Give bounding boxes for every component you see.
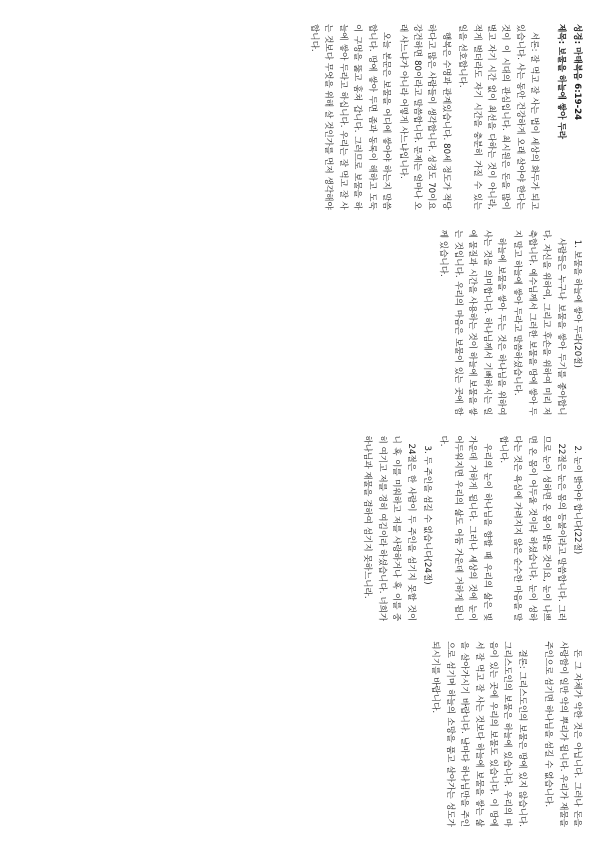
column-2 bbox=[14, 230, 584, 416]
column-1 bbox=[14, 24, 584, 210]
paragraph: 오늘 본문은 보물을 어디에 쌓아야 하는지 말씀합니다. 땅에 쌓아 두면 좀과 동록이 해하고 도둑이 구멍을 뚫고 훔쳐 갑니다. 그러므로 보물을 하늘에 쌓아 두라고 하십니다. 우리는 잘 먹고 잘 사는 것보다 무엇을 위해 살 것인가를 먼저 생각해야 합니다. bbox=[309, 24, 392, 210]
scripture-reference: 성경: 마태복음 6:19-24 bbox=[572, 24, 582, 121]
conclusion-paragraph: 결론: 그리스도인의 보물은 땅에 있지 않습니다. 그리스도인의 보물은 하늘에 있습니다. 우리의 마음이 있는 곳에 우리의 보물도 있습니다. 이 땅에서 잘 먹고 잘 사는 것보다 하늘에 보물을 쌓는 삶을 살아가시기 바랍니다. 날마다 하나님만을 주인으로 섬기며 하늘의 소망을 품고 살아가는 성도가 되시기를 바랍니다. bbox=[430, 641, 527, 827]
paragraph: 우리의 눈이 하나님을 향할 때 우리의 삶은 빛 가운데 거하게 됩니다. 그러나 세상의 것에 눈이 어두워지면 우리의 삶도 어둠 가운데 거하게 됩니다. bbox=[438, 435, 492, 622]
section-heading: 2. 눈이 밝아야 합니다(22절) bbox=[572, 445, 582, 555]
paragraph: 24절은 한 사람이 두 주인을 섬기지 못할 것이니 혹 이를 미워하고 저를 사랑하거나 혹 이를 중히 여기고 저를 경히 여김이라 하셨습니다. 너희가 하나님과 재물을 겸하여 섬기지 못하느니라. bbox=[362, 435, 416, 622]
paragraph: 행복은 수명과 관계있습니다. 80세 정도가 적당하다고 많은 사람들이 생각합니다. 성경도 70이요 강건하면 80이라고 말씀합니다. 문제는 얼마나 오래 사느냐가 아니라 어떻게 사느냐입니다. bbox=[397, 24, 451, 210]
sermon-title: 제목: 보물을 하늘에 쌓아 두라 bbox=[555, 24, 566, 140]
paragraph: 돈 그 자체가 악한 것은 아닙니다. 그러나 돈을 사랑함이 일만 악의 뿌리가 됩니다. 우리가 재물을 주인으로 섬기면 하나님을 섬길 수 없습니다. bbox=[543, 641, 582, 827]
paragraph: 사람들은 누구나 보물을 쌓아 두기를 좋아합니다. 자신을 위하여, 그리고 후손을 위하여 미리 저축합니다. 예수님께서 그러한 보물을 땅에 쌓아 두지 말고 하늘에 쌓아 두라고 말씀하셨습니다. bbox=[512, 229, 566, 416]
column-3 bbox=[14, 436, 584, 622]
section-heading: 3. 두 주인을 섬길 수 없습니다(24절) bbox=[421, 445, 432, 585]
paragraph: 하늘에 보물을 쌓아 두는 것은 하나님을 위하여 사는 것을 의미합니다. 하나님께서 기뻐하시는 일에 물질과 시간을 사용하는 것이 하늘에 보물을 쌓는 것입니다. 우리의 마음은 보물이 있는 곳에 함께 있습니다. bbox=[438, 229, 506, 416]
column-4 bbox=[14, 641, 584, 827]
paragraph: 서론: 잘 먹고 잘 사는 법이 세상의 화두가 되고 있습니다. 사는 동안 건강하게 오래 살아야 한다는 것이 이 시대의 관심입니다. 최시원은 돈을 많이 벌고 자기 시간 없이 최선을 다하는 것이 아니라, 적게 벌더라도 자기 시간을 충분히 가질 수 있는 일을 선호합니다. bbox=[457, 24, 540, 210]
section-heading: 1. 보물을 하늘에 쌓아 두라(20절) bbox=[572, 239, 582, 368]
paragraph: 22절은 눈은 몸의 등불이라고 말씀합니다. 그러므로 눈이 성하면 온 몸이 밝을 것이요, 눈이 나쁘면 온 몸이 어두울 것이라 하셨습니다. 눈이 성하다는 것은 욕심에 가려지지 않은 순수한 마음을 말합니다. bbox=[497, 435, 566, 622]
